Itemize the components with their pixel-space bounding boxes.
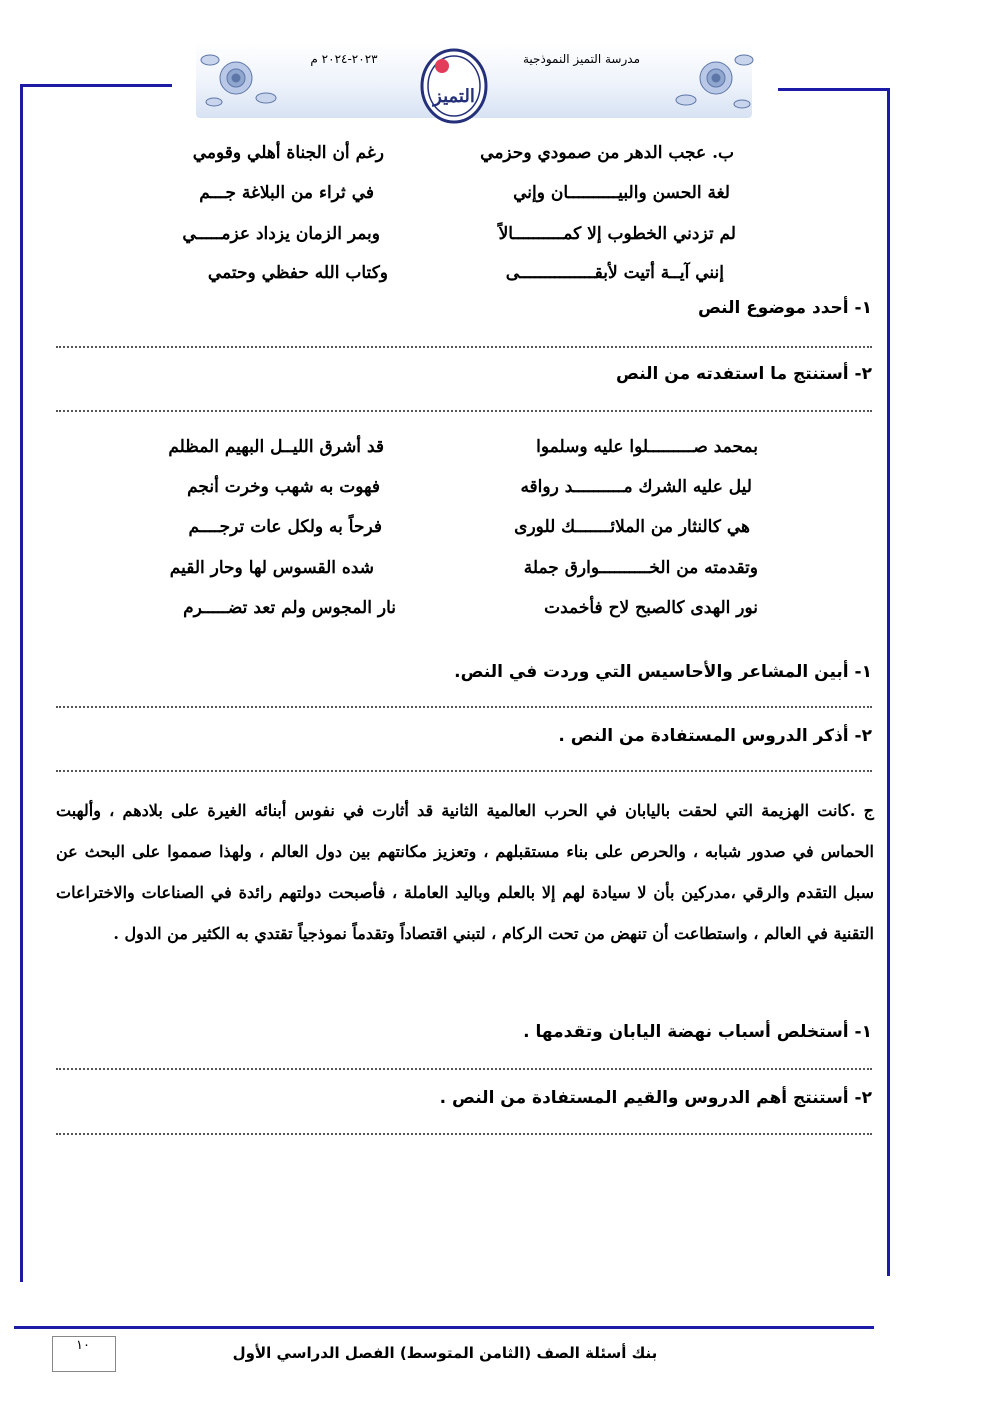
school-logo	[418, 42, 490, 124]
answer-line[interactable]	[56, 346, 872, 348]
answer-line[interactable]	[56, 706, 872, 708]
poem2-line1-right: بمحمد صـــــــــلوا عليه وسلموا	[536, 437, 758, 457]
academic-year: ٢٠٢٣-٢٠٢٤ م	[310, 52, 378, 66]
poem2-line5-left: نار المجوس ولم تعد تضـــــرم	[183, 598, 396, 618]
poem2-line4-right: وتقدمته من الخــــــــــوارق جملة	[523, 558, 758, 578]
frame-right-top	[778, 88, 890, 91]
poem1-line4-left: وكتاب الله حفظي وحتمي	[207, 263, 388, 283]
poem2-line2-right: ليل عليه الشرك مــــــــــد رواقه	[520, 477, 752, 497]
poem2-line3-left: فرحاً به ولكل عات ترجــــم	[188, 517, 382, 537]
answer-line[interactable]	[56, 410, 872, 412]
poem2-line2-left: فهوت به شهب وخرت أنجم	[187, 477, 380, 497]
school-name: مدرسة التميز النموذجية	[523, 52, 640, 66]
flower-right-icon	[664, 40, 756, 118]
poem1-line2-left: في ثراء من البلاغة جـــم	[199, 183, 374, 203]
frame-left-vertical	[20, 84, 23, 1282]
poem2-line5-right: نور الهدى كالصبح لاح فأخمدت	[544, 598, 758, 618]
poem2-line4-left: شده القسوس لها وحار القيم	[169, 558, 374, 578]
footer-divider	[14, 1326, 874, 1329]
poem2-question-1: ١- أبين المشاعر والأحاسيس التي وردت في النص.	[454, 662, 872, 682]
poem1-line4-right: إنني آيــة أتيت لأبقـــــــــــــــى	[505, 263, 724, 283]
answer-line[interactable]	[56, 770, 872, 772]
logo-text: التميز	[433, 86, 475, 107]
poem2-line1-left: قد أشرق الليــل البهيم المظلم	[168, 437, 384, 457]
footer-title: بنك أسئلة الصف (الثامن المتوسط) الفصل الدراسي الأول	[232, 1344, 658, 1362]
page-number: ١٠	[76, 1338, 90, 1353]
poem1-line2-right: لغة الحسن والبيــــــــــان وإني	[513, 183, 730, 203]
poem1-line1-right: ب. عجب الدهر من صمودي وحزمي	[480, 143, 734, 163]
answer-line[interactable]	[56, 1068, 872, 1070]
poem2-question-2: ٢- أذكر الدروس المستفادة من النص .	[558, 726, 872, 746]
poem2-line3-right: هي كالنثار من الملائـــــــك للورى	[514, 517, 750, 537]
poem1-line1-left: رغم أن الجناة أهلي وقومي	[192, 143, 384, 163]
poem1-question-2: ٢- أستنتج ما استفدته من النص	[616, 364, 872, 384]
answer-line[interactable]	[56, 1133, 872, 1135]
passage-text: ج .كانت الهزيمة التي لحقت باليابان في الحرب العالمية الثانية قد أثارت في نفوس أبنائه الغيرة على بلادهم ، وألهبت الحماس في صدور شبابه ، والحرص على بناء مستقبلهم ، وتعزيز مكانتهم بين دول العالم ، ولهذا صمموا على البحث عن سبل التقدم والرقي ،مدركين بأن لا سيادة لهم إلا بالعلم وباليد العاملة ، فأصبحت دولتهم رائدة في الصناعات والاختراعات التقنية في العالم ، واستطاعت أن تنهض من تحت الركام ، لتبني اقتصاداً وتقدماً نموذجياً تقتدي به الكثير من الدول .	[56, 801, 875, 943]
frame-left-top	[20, 84, 172, 87]
passage-question-2: ٢- أستنتج أهم الدروس والقيم المستفادة من النص .	[439, 1088, 872, 1108]
poem1-question-1: ١- أحدد موضوع النص	[697, 298, 872, 318]
poem1-line3-left: وبمر الزمان يزداد عزمـــــي	[182, 224, 380, 244]
frame-right-vertical	[887, 88, 890, 1276]
poem1-line3-right: لم تزدني الخطوب إلا كمــــــــــالاً	[498, 224, 736, 244]
flower-left-icon	[196, 40, 286, 118]
passage-question-1: ١- أستخلص أسباب نهضة اليابان وتقدمها .	[523, 1022, 872, 1042]
